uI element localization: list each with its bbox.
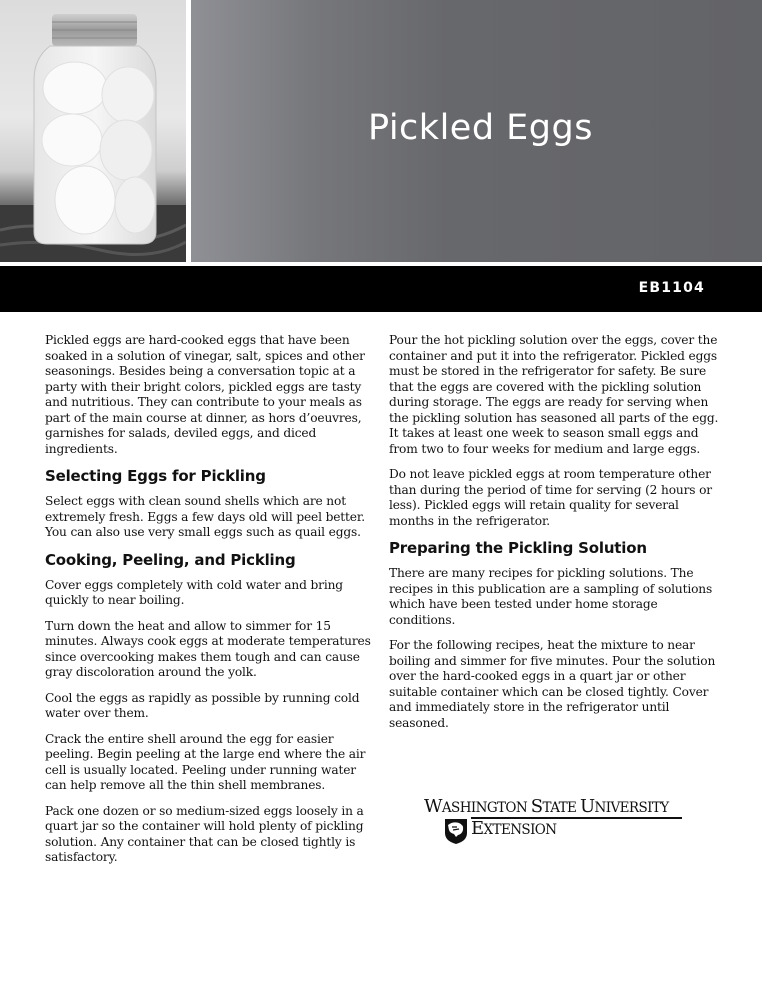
paragraph: Pour the hot pickling solution over the eggs, cover the container and put it into the refrigerator. Pickled eggs must be stored in the refrigerator for safety. Be sure that the eggs are covered with the pickling solution during storage. The eggs are ready for serving when the pickling solution has seasoned all parts of the egg. It takes at least one week to season small eggs and from two to four weeks for medium and large eggs. xyxy=(389,333,719,456)
paragraph: Select eggs with clean sound shells which are not extremely fresh. Eggs a few days old will peel better. You can also use very small eggs such as quail eggs. xyxy=(45,494,365,539)
title-banner xyxy=(191,0,762,262)
intro-paragraph: Pickled eggs are hard-cooked eggs that have been soaked in a solution of vinegar, salt, spices and other seasonings. Besides being a conversation topic at a party with their bright colors, pickled eggs are tasty and nutritious. They can contribute to your meals as part of the main course at dinner, as hors d’oeuvres, garnishes for salads, deviled eggs, and diced ingredients. xyxy=(45,333,365,456)
cougar-shield-icon xyxy=(444,818,468,845)
logo-university-name xyxy=(424,796,669,817)
document-title: Pickled Eggs xyxy=(368,108,593,148)
section-heading-selecting-eggs: Selecting Eggs for Pickling xyxy=(45,467,266,485)
logo-letter: U xyxy=(579,796,595,817)
paragraph: For the following recipes, heat the mixture to near boiling and simmer for five minutes. Pour the solution over the hard-cooked eggs in a quart jar or other suitable container which can be closed tightly. Cover and immediately store in the refrigerator until seasoned. xyxy=(389,638,716,730)
logo-word: ASHINGTON xyxy=(441,800,531,816)
logo-extension xyxy=(471,818,557,839)
logo-letter: W xyxy=(424,796,442,817)
logo-word: XTENSION xyxy=(483,822,557,838)
paragraph: Do not leave pickled eggs at room temperature other than during the period of time for serving (2 hours or less). Pickled eggs will retain quality for several months in the refrigerator. xyxy=(389,467,712,528)
paragraph: Crack the entire shell around the egg for easier peeling. Begin peeling at the large end where the air cell is usually located. Peeling under running water can help remove all the thin shell membranes. xyxy=(45,731,366,792)
publication-band xyxy=(0,266,762,312)
logo-word: TATE xyxy=(542,800,580,816)
left-column xyxy=(45,333,377,876)
logo-letter: S xyxy=(530,796,543,817)
logo-letter: E xyxy=(471,818,484,839)
paragraph: There are many recipes for pickling solutions. The recipes in this publication are a sampling of solutions which have been tested under home storage conditions. xyxy=(389,566,713,627)
right-column xyxy=(389,333,721,741)
paragraph: Cool the eggs as rapidly as possible by running cold water over them. xyxy=(45,690,360,720)
header-photo xyxy=(0,0,186,262)
section-heading-cooking: Cooking, Peeling, and Pickling xyxy=(45,550,296,569)
wsu-extension-logo xyxy=(424,796,682,848)
publication-number: EB1104 xyxy=(638,280,705,296)
section-heading-pickling-solution: Preparing the Pickling Solution xyxy=(389,539,647,557)
paragraph: Pack one dozen or so medium-sized eggs loosely in a quart jar so the container will hold plenty of pickling solution. Any container that can be closed tightly is satisfactory. xyxy=(45,803,364,864)
paragraph: Turn down the heat and allow to simmer for 15 minutes. Always cook eggs at moderate temperatures since overcooking makes them tough and can cause gray discoloration around the yolk. xyxy=(45,618,371,679)
pickled-eggs-jar-image xyxy=(0,0,186,262)
logo-word: NIVERSITY xyxy=(594,800,669,816)
paragraph: Cover eggs completely with cold water and bring quickly to near boiling. xyxy=(45,577,343,607)
